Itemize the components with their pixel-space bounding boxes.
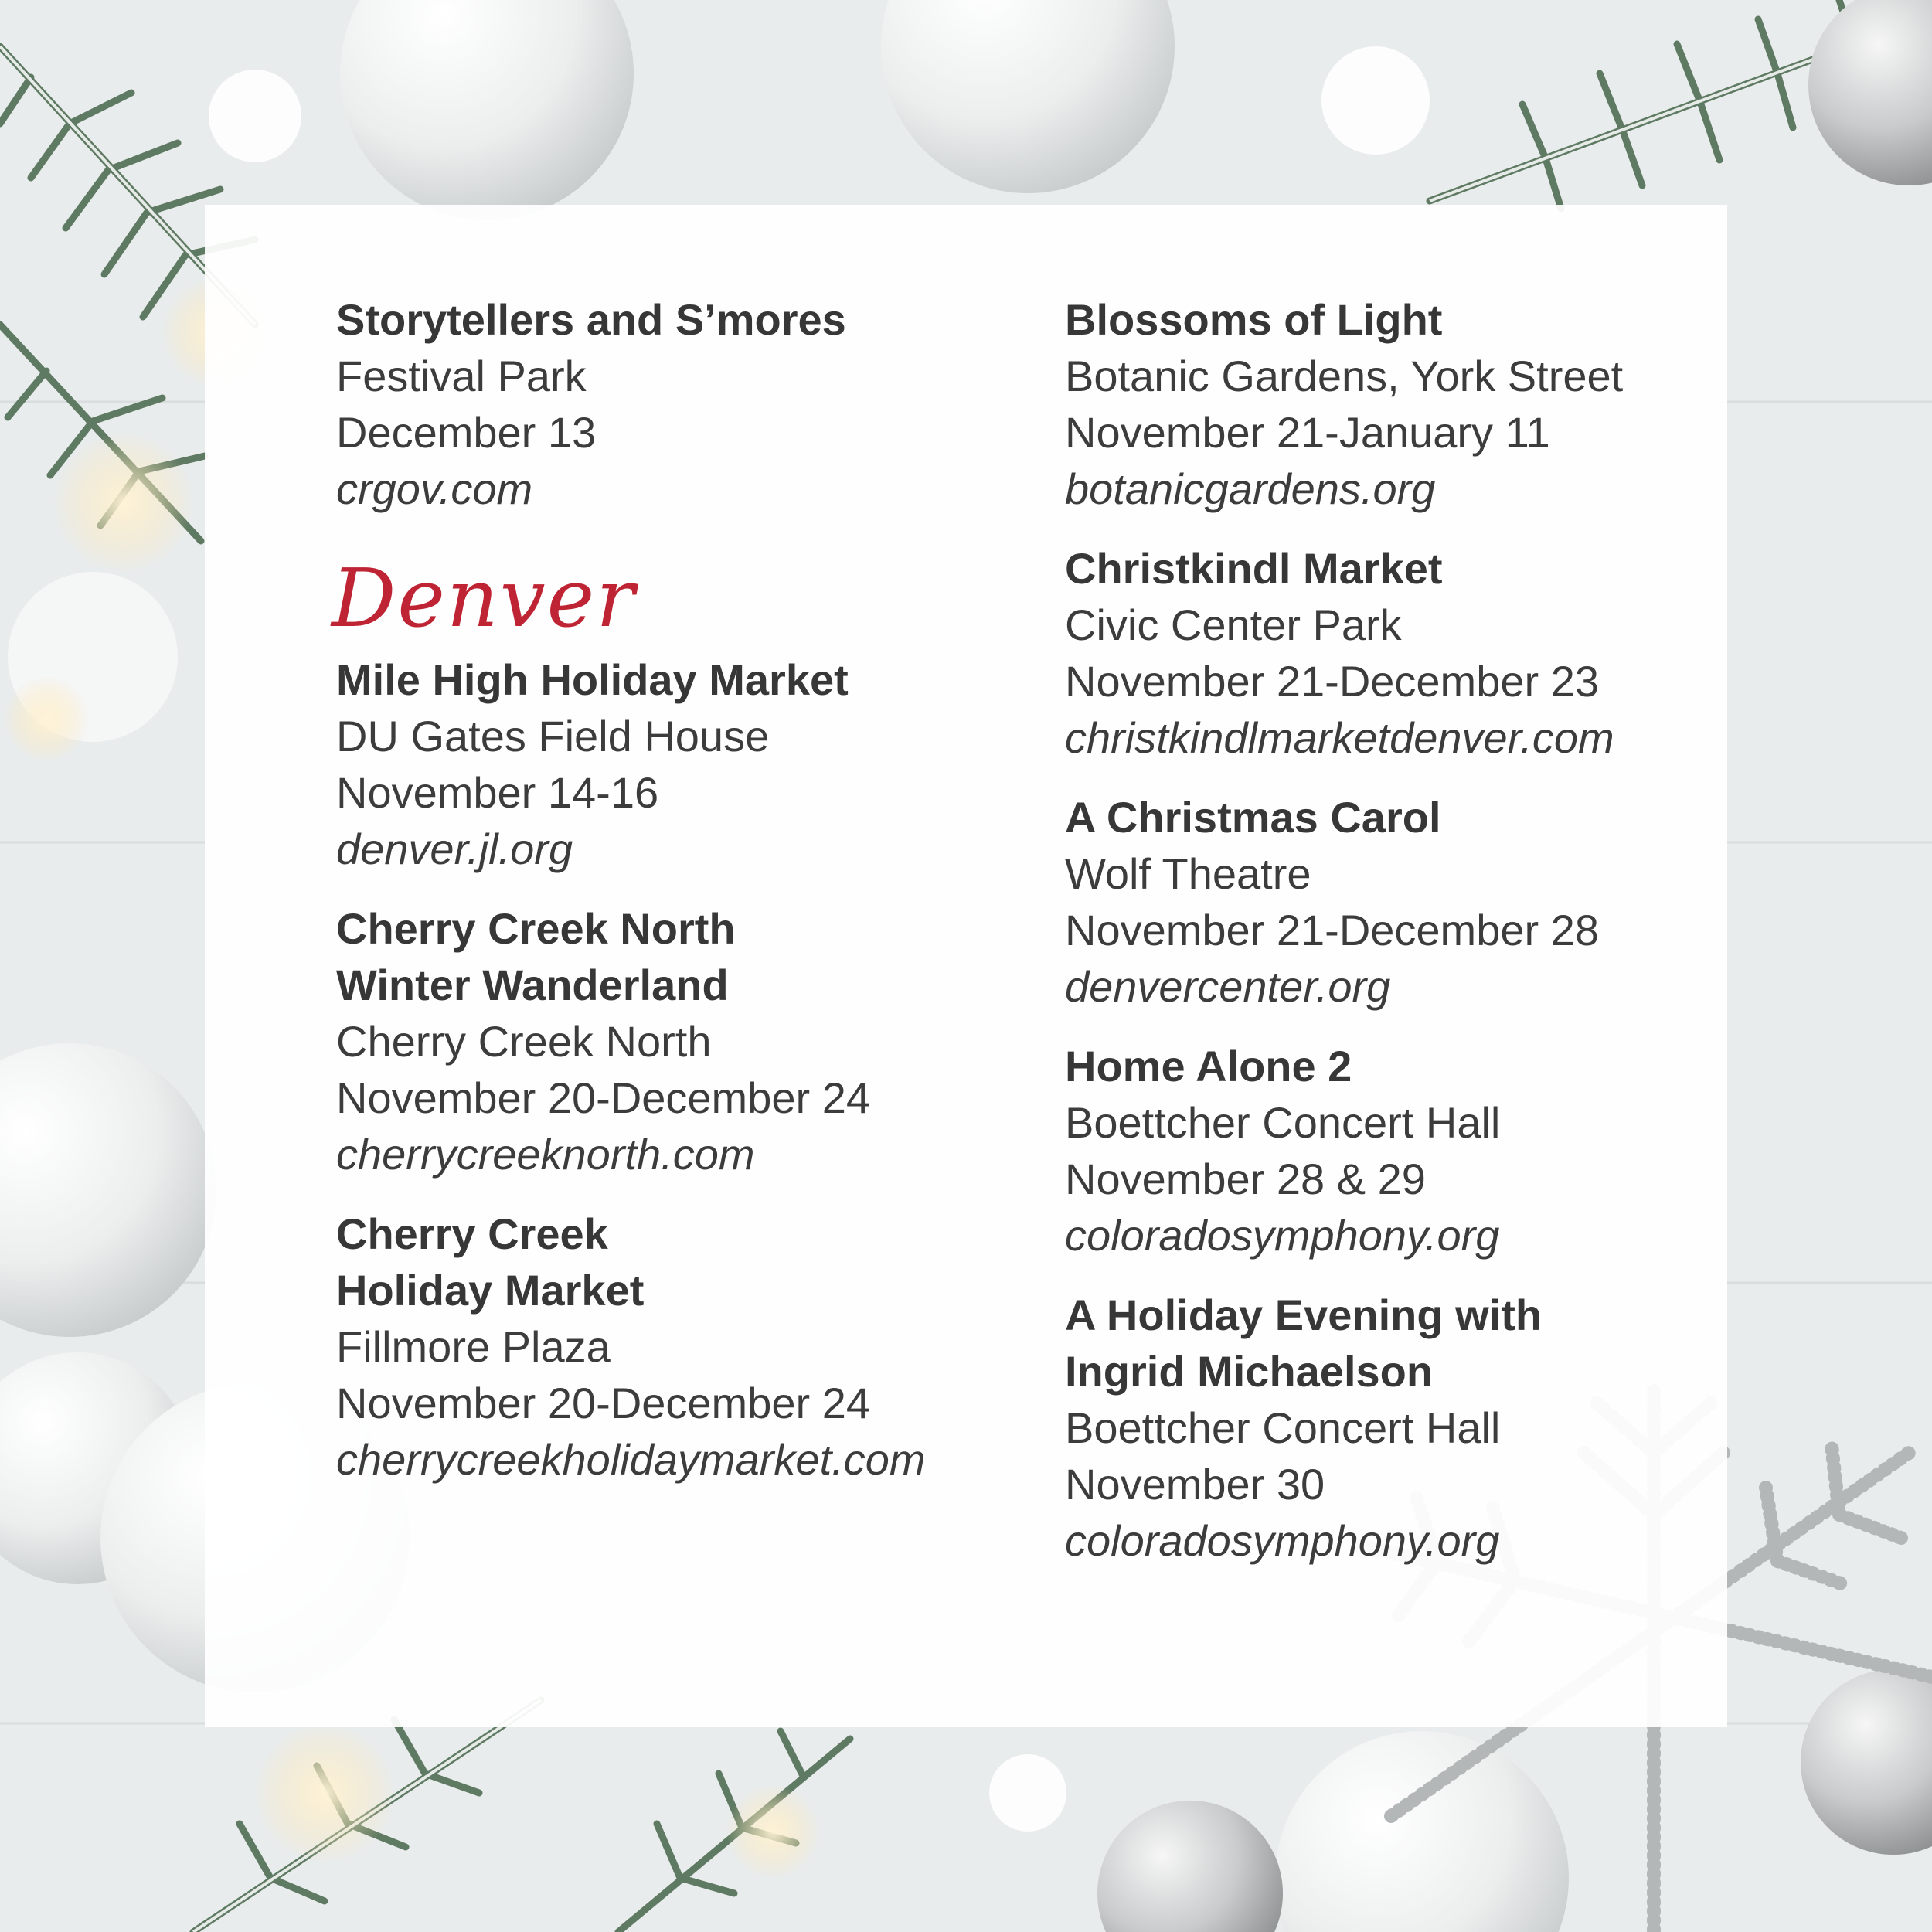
event-date: November 30 [1065, 1460, 1325, 1509]
event-date: November 21-December 28 [1065, 906, 1599, 954]
event-listing-card [205, 205, 1727, 1727]
event-entry [1065, 789, 1706, 1015]
event-website[interactable]: cherrycreeknorth.com [336, 1130, 755, 1179]
event-title: Cherry Creek North [336, 904, 736, 953]
event-website[interactable]: crgov.com [336, 464, 533, 513]
event-title: Storytellers and S’mores [336, 295, 846, 344]
event-website[interactable]: coloradosymphony.org [1065, 1211, 1500, 1260]
event-website[interactable]: botanicgardens.org [1065, 464, 1436, 513]
event-title: Cherry Creek [336, 1209, 608, 1258]
event-website[interactable]: denver.jl.org [336, 825, 573, 873]
event-title: Home Alone 2 [1065, 1042, 1352, 1090]
event-entry [336, 900, 1032, 1182]
event-website[interactable]: christkindlmarketdenver.com [1065, 713, 1614, 762]
event-title-line2: Winter Wanderland [336, 961, 729, 1009]
event-title: Blossoms of Light [1065, 295, 1443, 344]
event-title: A Christmas Carol [1065, 793, 1441, 842]
event-entry [1065, 1287, 1706, 1569]
event-title-line2: Ingrid Michaelson [1065, 1347, 1434, 1396]
event-date: November 14-16 [336, 768, 659, 817]
event-website[interactable]: denvercenter.org [1065, 962, 1391, 1011]
event-date: November 20-December 24 [336, 1379, 870, 1427]
event-venue: Boettcher Concert Hall [1065, 1403, 1501, 1452]
event-entry [1065, 291, 1706, 517]
event-entry [1065, 1038, 1706, 1264]
event-venue: Festival Park [336, 352, 587, 400]
event-entry [336, 1206, 1032, 1488]
left-column [332, 291, 1032, 1511]
event-date: November 28 & 29 [1065, 1155, 1426, 1203]
event-title-line2: Holiday Market [336, 1266, 645, 1315]
event-date: November 21-December 23 [1065, 657, 1599, 706]
event-title: Mile High Holiday Market [336, 655, 849, 704]
event-venue: Cherry Creek North [336, 1017, 712, 1066]
event-title: A Holiday Evening with [1065, 1291, 1543, 1339]
event-date: November 20-December 24 [336, 1073, 870, 1122]
event-entry [336, 291, 1032, 517]
event-entry [1065, 540, 1706, 766]
section-heading-denver: Denver [332, 551, 636, 645]
event-venue: DU Gates Field House [336, 712, 770, 760]
right-column [1065, 291, 1706, 1592]
event-venue: Civic Center Park [1065, 600, 1402, 649]
event-title: Christkindl Market [1065, 544, 1443, 593]
event-venue: Wolf Theatre [1065, 849, 1311, 898]
event-date: November 21-January 11 [1065, 408, 1550, 457]
event-entry [336, 651, 1032, 877]
event-date: December 13 [336, 408, 597, 457]
event-venue: Boettcher Concert Hall [1065, 1098, 1501, 1147]
event-website[interactable]: coloradosymphony.org [1065, 1516, 1500, 1565]
event-venue: Fillmore Plaza [336, 1322, 611, 1371]
event-website[interactable]: cherrycreekholidaymarket.com [336, 1435, 926, 1484]
event-venue: Botanic Gardens, York Street [1065, 352, 1624, 400]
